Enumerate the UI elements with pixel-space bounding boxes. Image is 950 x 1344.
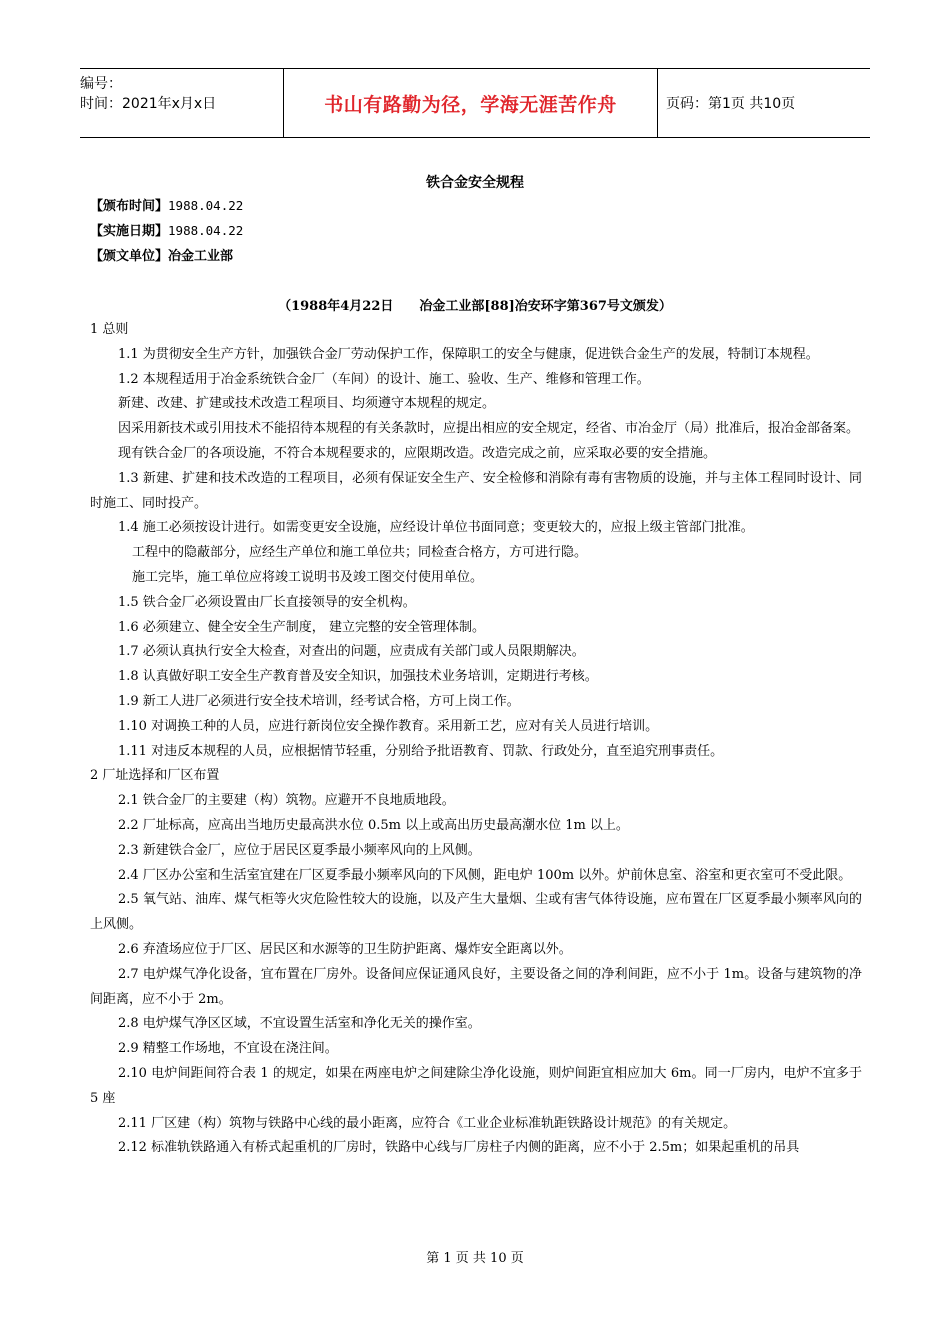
paragraph: 2.4 厂区办公室和生活室宜建在厂区夏季最小频率风向的下风侧，距电炉 100m 以外。炉前休息室、浴室和更衣室可不受此限。	[118, 867, 852, 883]
page-info: 页码：第1页 共10页	[666, 96, 796, 112]
paragraph: 现有铁合金厂的各项设施，不符合本规程要求的，应限期改造。改造完成之前，应采取必要的安全措施。	[118, 445, 717, 461]
paragraph: 2.2 厂址标高，应高出当地历史最高洪水位 0.5m 以上或高出历史最高潮水位 1m 以上。	[118, 817, 629, 833]
meta-value: 冶金工业部	[168, 249, 234, 264]
document-subtitle: （1988年4月22日 冶金工业部[88]冶安环字第367号文颁发）	[278, 299, 672, 314]
header-left-cell	[80, 69, 283, 137]
paragraph: 2.5 氧气站、油库、煤气柜等火灾危险性较大的设施，以及产生大量烟、尘或有害气体待设施，应布置在厂区夏季最小频率风向的上风侧。	[90, 892, 862, 933]
document-body	[90, 318, 862, 1161]
meta-label: 【颁布时间】	[90, 199, 169, 214]
meta-value: 1988.04.22	[168, 223, 244, 238]
paragraph: 1.8 认真做好职工安全生产教育普及安全知识，加强技术业务培训，定期进行考核。	[118, 669, 598, 685]
paragraph: 工程中的隐蔽部分，应经生产单位和施工单位共；同检查合格方，方可进行隐。	[132, 545, 588, 561]
paragraph: 1.6 必须建立、健全安全生产制度， 建立完整的安全管理体制。	[118, 619, 485, 635]
paragraph: 施工完毕，施工单位应将竣工说明书及竣工图交付使用单位。	[132, 569, 484, 585]
paragraph: 1.9 新工人进厂必须进行安全技术培训，经考试合格，方可上岗工作。	[118, 693, 520, 709]
section-heading: 1 总则	[90, 322, 129, 337]
paragraph: 2.9 精整工作场地，不宜设在浇注间。	[118, 1041, 338, 1057]
paragraph: 2.8 电炉煤气净区区域，不宜设置生活室和净化无关的操作室。	[118, 1016, 481, 1032]
meta-issue-date	[90, 195, 243, 214]
paragraph: 2.12 标准轨铁路通入有桥式起重机的厂房时，铁路中心线与厂房柱子内侧的距离，应不小于 2.5m；如果起重机的吊具	[118, 1140, 800, 1156]
paragraph: 1.2 本规程适用于冶金系统铁合金厂（车间）的设计、施工、验收、生产、维修和管理工作。	[118, 371, 650, 387]
paragraph: 1.4 施工必须按设计进行。如需变更安全设施，应经设计单位书面同意；变更较大的，应报上级主管部门批准。	[118, 520, 754, 536]
paragraph: 1.11 对违反本规程的人员，应根据情节轻重，分别给予批语教育、罚款、行政处分，直至追究刑事责任。	[118, 743, 724, 759]
paragraph: 2.1 铁合金厂的主要建（构）筑物。应避开不良地质地段。	[118, 793, 455, 809]
paragraph: 2.6 弃渣场应位于厂区、居民区和水源等的卫生防护距离、爆炸安全距离以外。	[118, 941, 572, 957]
meta-label: 【颁文单位】	[90, 249, 169, 264]
paragraph: 1.7 必须认真执行安全大检查，对查出的问题，应责成有关部门或人员限期解决。	[118, 644, 585, 660]
time-label: 时间：2021年x月x日	[80, 96, 217, 112]
paragraph: 因采用新技术或引用技术不能招待本规程的有关条款时，应提出相应的安全规定，经省、市冶金厅（局）批准后，报冶金部备案。	[118, 421, 860, 437]
number-label: 编号：	[80, 76, 122, 92]
paragraph: 1.3 新建、扩建和技术改造的工程项目，必须有保证安全生产、安全检修和消除有毒有害物质的设施，并与主体工程同时设计、同时施工、同时投产。	[90, 470, 862, 511]
paragraph: 2.7 电炉煤气净化设备，宜布置在厂房外。设备间应保证通风良好，主要设备之间的净利间距，应不小于 1m。设备与建筑物的净间距离，应不小于 2m。	[90, 966, 862, 1007]
motto-banner: 书山有路勤为径，学海无涯苦作舟	[283, 69, 658, 137]
paragraph: 2.10 电炉间距间符合表 1 的规定，如果在两座电炉之间建除尘净化设施，则炉间距宜相应加大 6m。同一厂房内，电炉不宜多于 5 座	[90, 1065, 862, 1106]
meta-label: 【实施日期】	[90, 224, 169, 239]
paragraph: 2.11 厂区建（构）筑物与铁路中心线的最小距离，应符合《工业企业标准轨距铁路设计规范》的有关规定。	[118, 1115, 737, 1131]
meta-effective-date	[90, 220, 243, 239]
document-title: 铁合金安全规程	[426, 175, 524, 191]
paragraph: 1.10 对调换工种的人员，应进行新岗位安全操作教育。采用新工艺，应对有关人员进行培训。	[118, 718, 659, 734]
section-heading: 2 厂址选择和厂区布置	[90, 768, 220, 784]
paragraph: 1.5 铁合金厂必须设置由厂长直接领导的安全机构。	[118, 594, 416, 610]
page-footer: 第 1 页 共 10 页	[426, 1251, 524, 1266]
paragraph: 2.3 新建铁合金厂，应位于居民区夏季最小频率风向的上风侧。	[118, 842, 481, 858]
page-header	[80, 68, 870, 138]
meta-value: 1988.04.22	[168, 198, 244, 213]
paragraph: 新建、改建、扩建或技术改造工程项目、均须遵守本规程的规定。	[118, 396, 496, 412]
paragraph: 1.1 为贯彻安全生产方针，加强铁合金厂劳动保护工作，保障职工的安全与健康，促进铁合金生产的发展，特制订本规程。	[118, 346, 819, 362]
meta-issuer	[90, 245, 233, 264]
